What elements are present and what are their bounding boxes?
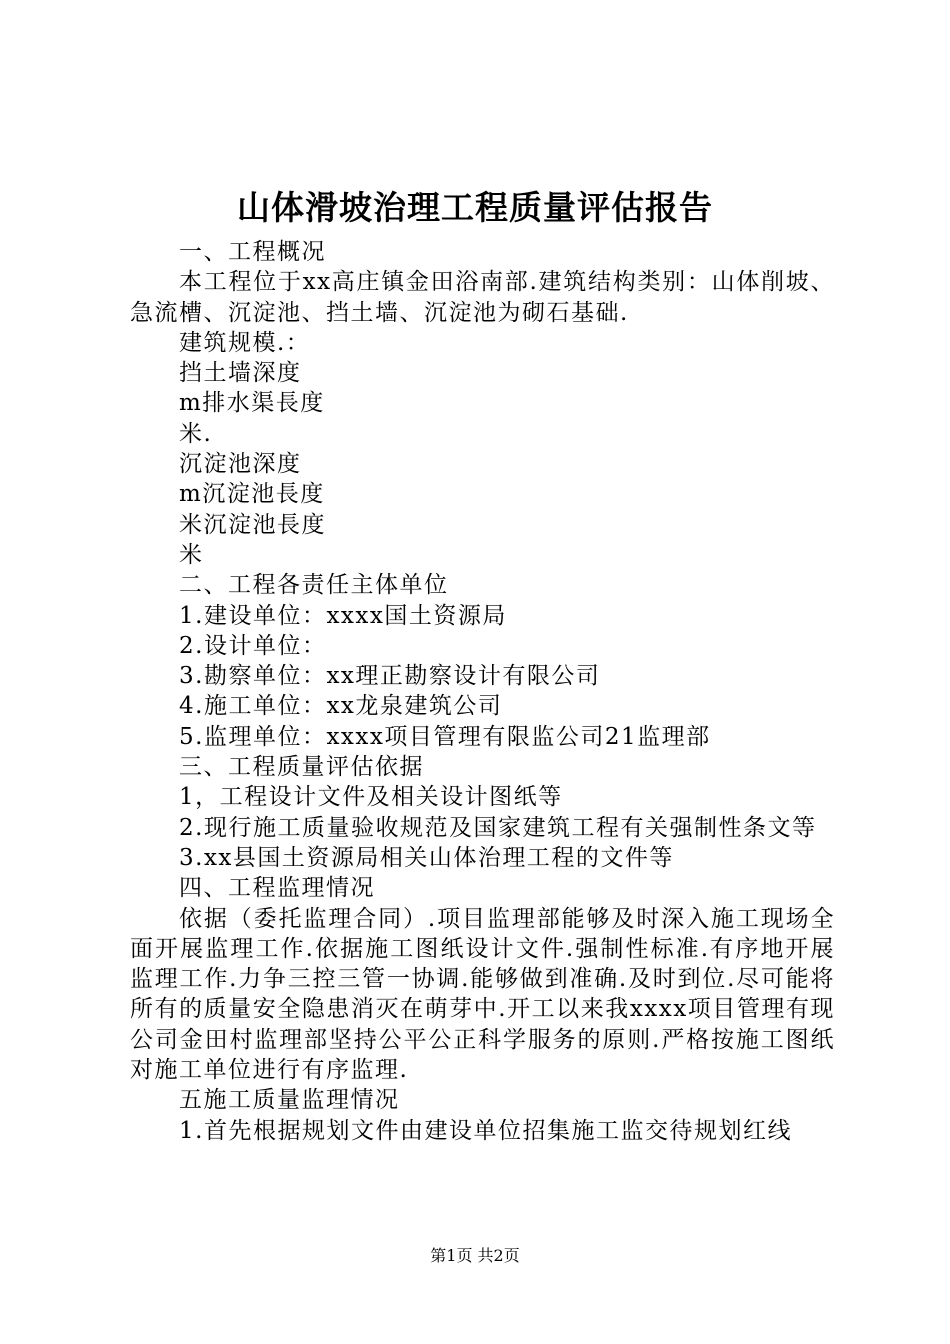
page-footer: 第1页 共2页 xyxy=(430,1246,520,1265)
body-paragraph: 米沉淀池長度 xyxy=(179,511,326,538)
body-paragraph: 沉淀池深度 xyxy=(179,451,302,478)
body-paragraph: 建筑规模.： xyxy=(179,329,311,356)
document-title: 山体滑坡治理工程质量评估报告 xyxy=(237,188,713,227)
body-paragraph: 1.建设单位：xxxx国土资源局 xyxy=(179,602,507,629)
body-paragraph: 1.首先根据规划文件由建设单位招集施工监交待规划红线 xyxy=(179,1117,792,1144)
body-paragraph: 4.施工单位：xx龙泉建筑公司 xyxy=(179,693,503,720)
body-paragraph: 1，工程设计文件及相关设计图纸等 xyxy=(179,784,563,811)
body-paragraph: 3.xx县国土资源局相关山体治理工程的文件等 xyxy=(179,844,674,871)
body-paragraph: 本工程位于xx高庄镇金田浴南部.建筑结构类别：山体削坡、急流槽、沉淀池、挡土墙、沉淀池为砌石基础. xyxy=(130,269,835,326)
body-paragraph: 挡土墙深度 xyxy=(179,360,302,387)
body-paragraph: 2.现行施工质量验收规范及国家建筑工程有关强制性条文等 xyxy=(179,814,817,841)
body-paragraph: 米. xyxy=(179,420,213,447)
body-paragraph: m沉淀池長度 xyxy=(179,481,325,508)
body-paragraph: 三、工程质量评估依据 xyxy=(179,754,424,781)
body-paragraph: 2.设计单位： xyxy=(179,632,327,659)
body-paragraph: 二、工程各责任主体单位 xyxy=(179,572,449,599)
body-paragraph: 3.勘察单位：xx理正勘察设计有限公司 xyxy=(179,663,601,690)
body-paragraph: 依据（委托监理合同）.项目监理部能够及时深入施工现场全面开展监理工作.依据施工图纸设计文件.强制性标准.有序地开展监理工作.力争三控三管一协调.能够做到准确.及时到位.尽可能将所有的质量安全隐患消灭在萌芽中.开工以来我xxxx项目管理有现公司金田村监理部坚持公平公正科学服务的原则.严格按施工图纸对施工单位进行有序监理. xyxy=(130,905,835,1084)
document-body xyxy=(130,237,835,1146)
body-paragraph: 四、工程监理情况 xyxy=(179,875,375,902)
body-paragraph: m排水渠長度 xyxy=(179,390,325,417)
body-paragraph: 米 xyxy=(179,541,204,568)
body-paragraph: 五施工质量监理情况 xyxy=(179,1087,400,1114)
body-paragraph: 5.监理单位：xxxx项目管理有限监公司21监理部 xyxy=(179,723,711,750)
body-paragraph: 一、工程概况 xyxy=(179,239,326,265)
